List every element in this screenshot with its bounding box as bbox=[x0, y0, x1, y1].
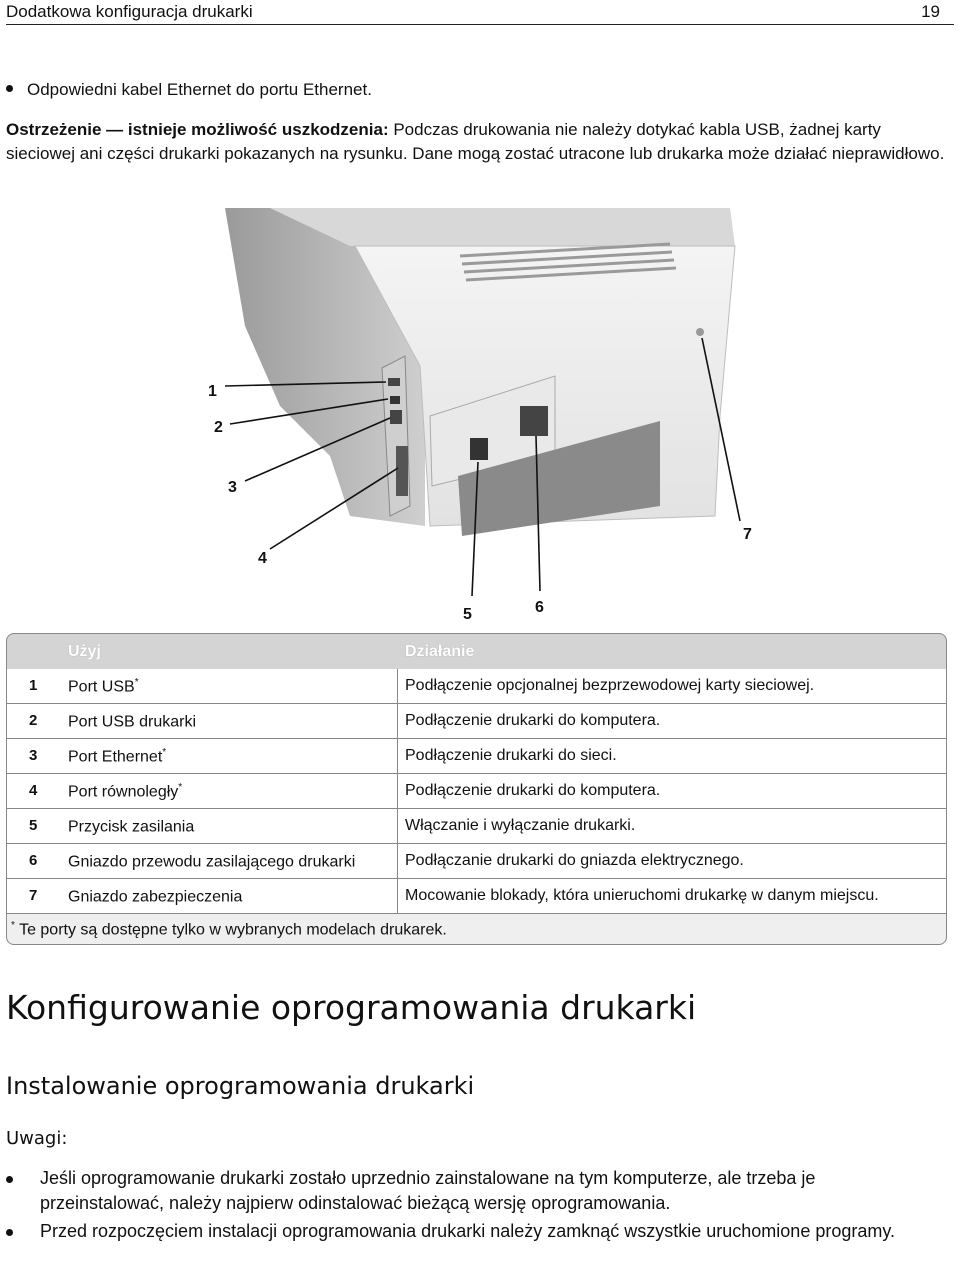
table-row bbox=[6, 879, 947, 914]
table-row bbox=[6, 774, 947, 809]
row-action: Podłączenie drukarki do komputera. bbox=[405, 782, 661, 799]
row-number: 4 bbox=[29, 782, 38, 799]
ethernet-port bbox=[390, 410, 402, 424]
subsection-title: Instalowanie oprogramowania drukarki bbox=[6, 1072, 475, 1100]
table-row bbox=[6, 739, 947, 774]
table-header bbox=[6, 633, 947, 669]
row-number: 1 bbox=[29, 677, 38, 694]
row-use bbox=[68, 712, 196, 731]
printer-illustration-svg bbox=[200, 206, 760, 626]
column-header-action: Działanie bbox=[405, 643, 475, 660]
usb-port-1 bbox=[388, 378, 400, 386]
warning-paragraph bbox=[6, 118, 946, 166]
footnote-mark: * bbox=[134, 677, 139, 688]
row-use bbox=[68, 677, 139, 696]
ports-table bbox=[6, 633, 947, 945]
table-row bbox=[6, 809, 947, 844]
callout-1: 1 bbox=[208, 383, 217, 400]
row-use-text: Gniazdo zabezpieczenia bbox=[68, 888, 243, 906]
page-number: 19 bbox=[921, 2, 940, 21]
note-item bbox=[6, 1219, 936, 1244]
row-number: 5 bbox=[29, 817, 38, 834]
power-socket bbox=[520, 406, 548, 436]
row-action: Podłączenie opcjonalnej bezprzewodowej karty sieciowej. bbox=[405, 677, 815, 694]
page-header bbox=[6, 0, 954, 25]
row-use-text: Gniazdo przewodu zasilającego drukarki bbox=[68, 853, 356, 871]
printer-top bbox=[270, 208, 735, 246]
row-number: 7 bbox=[29, 887, 38, 904]
footnote-mark: * bbox=[11, 920, 15, 931]
usb-port-2 bbox=[390, 396, 400, 404]
notes-label: Uwagi: bbox=[6, 1128, 68, 1149]
security-slot bbox=[696, 328, 704, 336]
row-number: 2 bbox=[29, 712, 38, 729]
callout-6: 6 bbox=[535, 599, 544, 616]
warning-label: Ostrzeżenie — istnieje możliwość uszkodzenia: bbox=[6, 120, 389, 139]
row-use bbox=[68, 782, 182, 801]
bullet-ethernet-cable bbox=[6, 78, 372, 102]
footnote-mark: * bbox=[178, 782, 183, 793]
row-use bbox=[68, 852, 355, 871]
note-text: Jeśli oprogramowanie drukarki zostało uprzednio zainstalowane na tym komputerze, ale trzeba je przeinstalować, należy najpierw odinstalować bieżącą wersję oprogramowania. bbox=[40, 1168, 816, 1213]
row-use-text: Port USB bbox=[68, 678, 135, 696]
row-use-text: Przycisk zasilania bbox=[68, 818, 195, 836]
footnote-text: Te porty są dostępne tylko w wybranych modelach drukarek. bbox=[14, 921, 447, 939]
callout-5: 5 bbox=[463, 606, 472, 623]
row-action: Podłączenie drukarki do komputera. bbox=[405, 712, 661, 729]
note-text: Przed rozpoczęciem instalacji oprogramowania drukarki należy zamknąć wszystkie uruchomione programy. bbox=[40, 1221, 896, 1241]
table-row bbox=[6, 669, 947, 704]
row-use-text: Port USB drukarki bbox=[68, 713, 197, 731]
header-title: Dodatkowa konfiguracja drukarki bbox=[6, 2, 253, 21]
power-button bbox=[470, 438, 488, 460]
printer-rear-illustration bbox=[200, 206, 760, 626]
section-title: Konfigurowanie oprogramowania drukarki bbox=[6, 988, 697, 1027]
row-action: Włączanie i wyłączanie drukarki. bbox=[405, 817, 636, 834]
row-use-text: Port Ethernet bbox=[68, 748, 163, 766]
note-item bbox=[6, 1166, 936, 1216]
row-action: Podłączenie drukarki do sieci. bbox=[405, 747, 617, 764]
table-row bbox=[6, 704, 947, 739]
bullet-text: Odpowiedni kabel Ethernet do portu Ethernet. bbox=[27, 80, 372, 99]
callout-2: 2 bbox=[214, 419, 223, 436]
row-use bbox=[68, 747, 166, 766]
footnote-mark: * bbox=[162, 747, 167, 758]
bullet-icon bbox=[6, 85, 13, 92]
parallel-port bbox=[396, 446, 408, 496]
row-use bbox=[68, 887, 242, 906]
footnote-content bbox=[11, 920, 447, 939]
column-header-use: Użyj bbox=[68, 643, 101, 660]
row-number: 3 bbox=[29, 747, 38, 764]
callout-7: 7 bbox=[743, 526, 752, 543]
row-use bbox=[68, 817, 194, 836]
callout-4: 4 bbox=[258, 550, 267, 567]
row-use-text: Port równoległy bbox=[68, 783, 179, 801]
row-action: Podłączanie drukarki do gniazda elektrycznego. bbox=[405, 852, 744, 869]
bullet-icon bbox=[6, 1229, 13, 1236]
row-action: Mocowanie blokady, która unieruchomi drukarkę w danym miejscu. bbox=[405, 887, 879, 904]
warning-text: Podczas drukowania nie należy dotykać kabla USB, żadnej karty sieciowej ani części drukarki pokazanych na rysunku. Dane mogą zostać utracone lub drukarka może działać nieprawidłowo. bbox=[6, 120, 945, 163]
table-row bbox=[6, 844, 947, 879]
callout-3: 3 bbox=[228, 479, 237, 496]
bullet-icon bbox=[6, 1176, 13, 1183]
row-number: 6 bbox=[29, 852, 38, 869]
table-footnote bbox=[6, 914, 947, 945]
